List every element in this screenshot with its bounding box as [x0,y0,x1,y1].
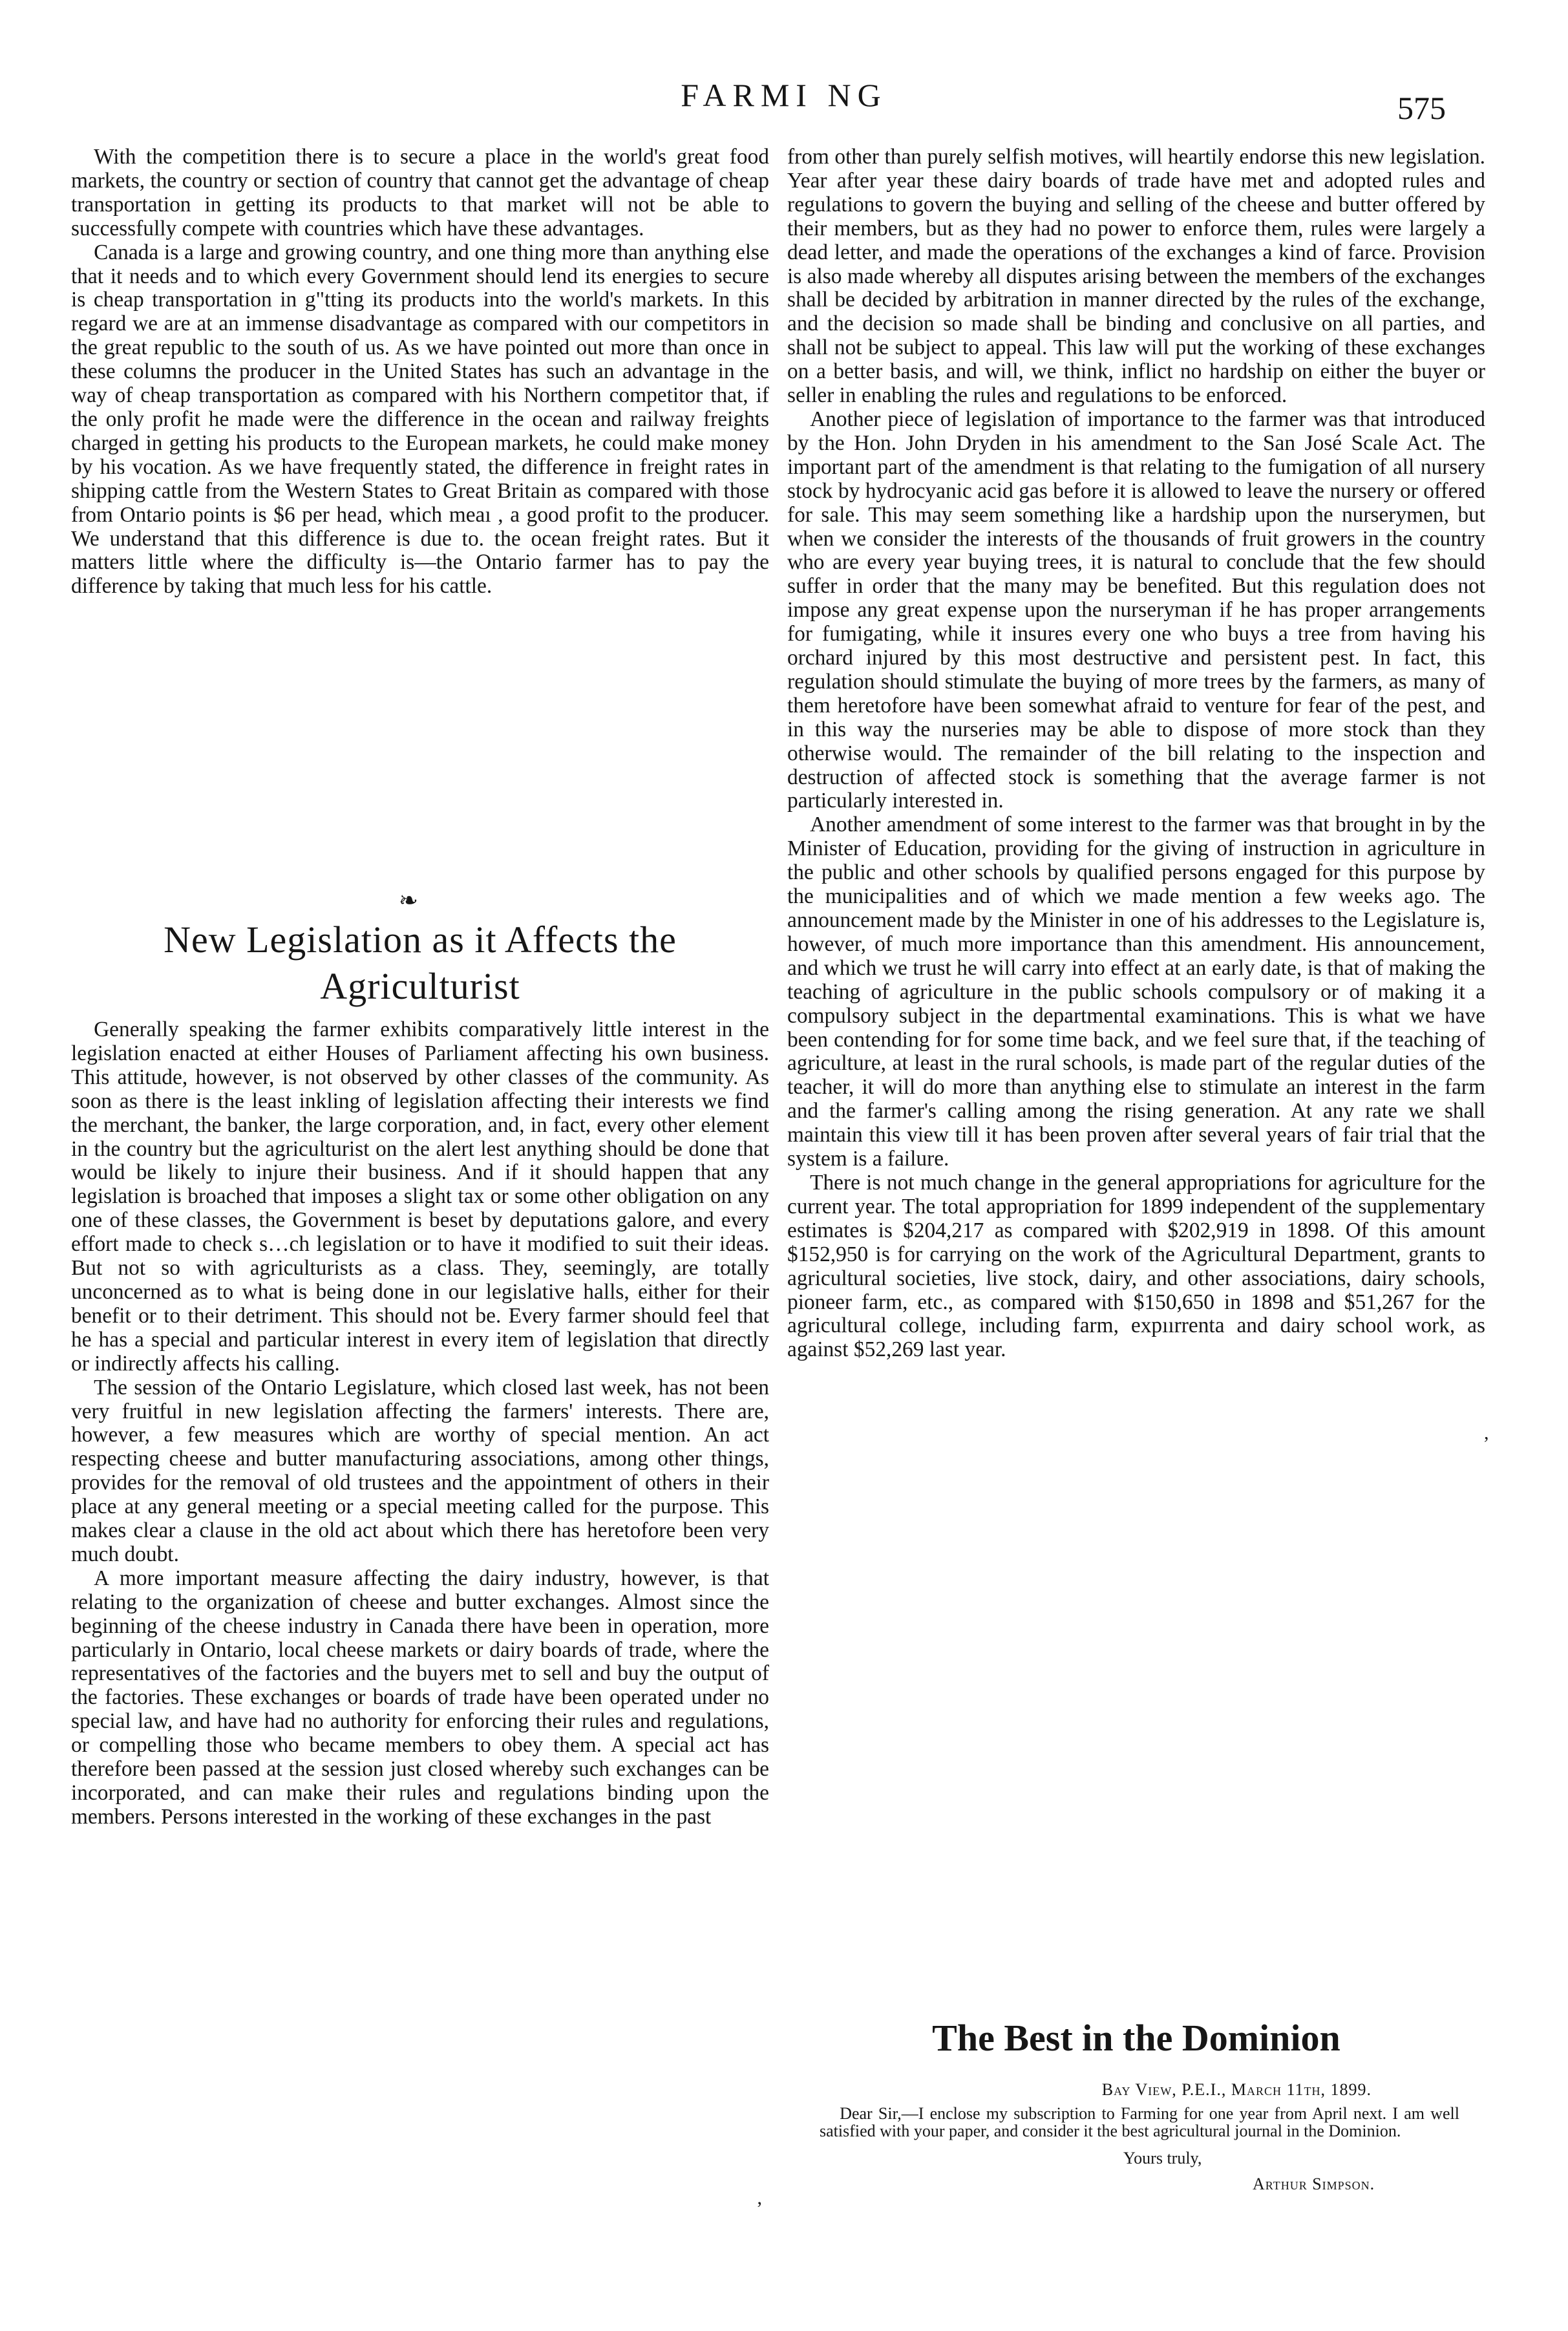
section-title [71,917,769,1010]
section-title-line: Agriculturist [320,965,520,1007]
page-number: 575 [1397,90,1446,126]
section-paragraph: A more important measure affecting the dairy industry, however, is that relating to the organization of cheese and butter exchanges. Almost since the beginning of the cheese industry in Canada there have been in operation, more particularly in Ontario, local cheese markets or dairy boards of trade, where the representatives of the factories and the buyers met to sell and buy the output of the factories. These exchanges or boards of trade have been operated under no special law, and have had no authority for enforcing their rules and regulations, or compelling those who became members to obey them. A special act has therefore been passed at the session just closed whereby such exchanges can be incorporated, and can make their rules and regulations binding upon the members. Persons interested in the working of these exchanges in the past [71,1566,769,1829]
letter-signature: Arthur Simpson. [1253,2175,1375,2193]
letter-title: The Best in the Dominion [932,2017,1340,2059]
section-right-body [787,145,1485,1362]
section-title-line: New Legislation as it Affects the [164,919,677,961]
section-paragraph: from other than purely selfish motives, will heartily endorse this new legislation. Year after year these dairy boards of trade have met and adopted rules and regulations to govern the buying and selling of the cheese and butter offered by their members, but as they had no power to enforce them, rules were largely a dead letter, and made the operations of the exchanges a kind of farce. Provision is also made whereby all disputes arising between the members of the exchanges shall be decided by arbitration in manner directed by the rules of the exchange, and the decision so made shall be binding and conclusive on all parties, and shall not be subject to appeal. This law will put the working of these exchanges on a better basis, and will, we think, inflict no hardship on either the buyer or seller in enabling the rules and regulations to be enforced. [787,145,1485,408]
letter-body: Dear Sir,—I enclose my subscription to Farming for one year from April next. I am well satisfied with your paper, and consider it the best agricultural journal in the Dominion. [820,2104,1459,2140]
margin-mark: , [1484,1422,1489,1443]
section-paragraph: There is not much change in the general appropriations for agriculture for the current year. The total appropriation for 1899 independent of the supplementary estimates is $204,217 as compared with $202,919 in 1898. Of this amount $152,950 is for carrying on the work of the Agricultural Department, grants to agricultural societies, live stock, dairy, and other associations, dairy schools, pioneer farm, etc., as compared with $150,650 in 1898 and $51,267 for the agricultural college, including farm, expıırrenta and dairy school work, as against $52,269 last year. [787,1170,1485,1362]
section-paragraph: The session of the Ontario Legislature, which closed last week, has not been very fruitful in new legislation affecting the farmers' interests. There are, however, a few measures which are worthy of special mention. An act respecting cheese and butter manufacturing associations, among other things, provides for the removal of old trustees and the appointment of others in their place at any general meeting or a special meeting called for the purpose. This makes clear a clause in the old act about which there has heretofore been very much doubt. [71,1375,769,1566]
section-left-body [71,1018,769,1829]
ornament-icon: ❧ [398,888,419,913]
intro-paragraph: Canada is a large and growing country, and one thing more than anything else that it needs and to which every Government should lend its energies to secure is cheap transportation in g"tting its products into the world's markets. In this regard we are at an immense disadvantage as compared with our competitors in the great republic to the south of us. As we have pointed out more than once in these columns the producer in the United States has such an advantage in the way of cheap transportation as compared with his Northern competitor that, if the only profit he made were the difference in the ocean and railway freights charged in getting his products to the European markets, he could make money by his vocation. As we have frequently stated, the difference in freight rates in shipping cattle from the Western States to Great Britain as compared with those from Ontario points is $6 per head, which meaı , a good profit to the producer. We understand that this difference is due to. the ocean freight rates. But it matters little where the difficulty is—the Ontario farmer has to pay the difference by taking that much less for his cattle. [71,240,769,599]
section-paragraph: Generally speaking the farmer exhibits comparatively little interest in the legislation enacted at either Houses of Parliament affecting his own business. This attitude, however, is not observed by other classes of the community. As soon as there is the least inkling of legislation affecting their interests we find the merchant, the banker, the large corporation, and, in fact, every other element in the country but the agriculturist on the alert lest anything should be done that would be likely to injure their business. And if it should happen that any legislation is broached that imposes a slight tax or some other obligation on any one of these classes, the Government is beset by deputations galore, and every effort made to check s…ch legislation or to have it modified to suit their ideas. But not so with agriculturists as a class. They, seemingly, are totally unconcerned as to what is being done in our legislative halls, either for their benefit or to their detriment. This should not be. Every farmer should feel that he has a special and particular interest in every item of legislation that directly or indirectly affects his calling. [71,1017,769,1376]
letter-dateline: Bay View, P.E.I., March 11th, 1899. [1101,2080,1372,2099]
running-title: FARMI NG [681,77,887,113]
bottom-mark: ’ [756,2198,763,2219]
section-paragraph: Another piece of legislation of importance to the farmer was that introduced by the Hon. John Dryden in his amendment to the San José Scale Act. The important part of the amendment is that relating to the fumigation of all nursery stock by hydrocyanic acid gas before it is allowed to leave the nursery or offered for sale. This may seem something like a hardship upon the nurserymen, but when we consider the interests of the thousands of fruit growers in the country who are every year buying trees, it is natural to conclude that the few should suffer in order that the many may be benefited. But this regulation does not impose any great expense upon the nurseryman if he has proper arrangements for fumigating, while it insures every one who buys a tree from having his orchard injured by this most destructive and persistent pest. In fact, this regulation should stimulate the buying of more trees by the farmers, as many of them heretofore have been somewhat afraid to venture for fear of the pest, and in this way the nurseries may be able to dispose of more stock than they otherwise would. The remainder of the bill relating to the inspection and destruction of affected stock is something that the average farmer is not particularly interested in. [787,407,1485,813]
letter-closing: Yours truly, [1123,2149,1202,2167]
intro-article [71,145,769,599]
section-paragraph: Another amendment of some interest to the farmer was that brought in by the Minister of Education, providing for the giving of instruction in agriculture in the public and other schools by qualified persons engaged for this purpose by the municipalities and of which we made mention a few weeks ago. The announcement made by the Minister in one of his addresses to the Legislature is, however, of much more importance than this amendment. His announcement, and which we trust he will carry into effect at an early date, is that of making the teaching of agriculture in the public schools compulsory or of making it a compulsory subject in the departmental examinations. This is what we have been contending for for some time back, and we feel sure that, if the teaching of agriculture, at least in the rural schools, is made part of the regular duties of the teacher, it will do more than anything else to stimulate an interest in the farm and the farmer's calling among the rising generation. At any rate we shall maintain this view till it has been proven after several years of fair trial that the system is a failure. [787,813,1485,1171]
letter-box [787,2016,1485,2194]
intro-paragraph: With the competition there is to secure a place in the world's great food markets, the country or section of country that cannot get the advantage of cheap transportation in getting its products to that market will not be able to successfully compete with countries which have these advantages. [71,145,769,240]
